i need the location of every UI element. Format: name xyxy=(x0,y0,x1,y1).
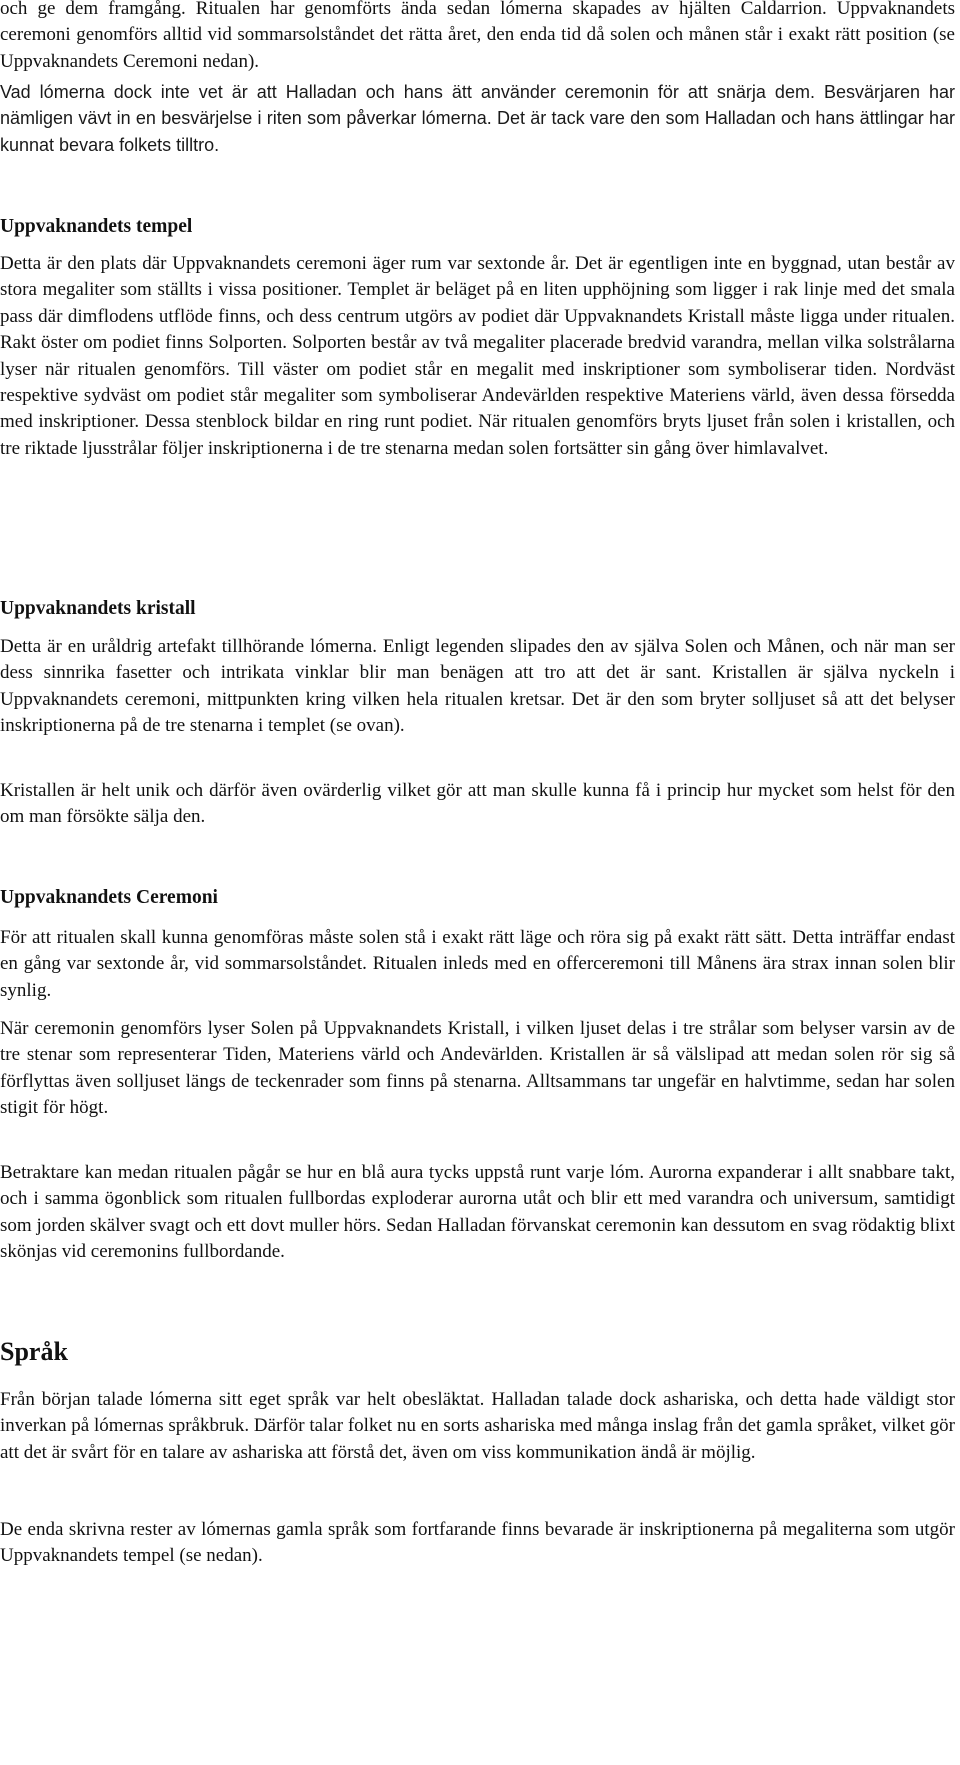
section-paragraph-tempel-1: Detta är den plats där Uppvaknandets ceremoni äger rum var sextonde år. Det är egentligen inte en byggnad, utan består av stora megaliter som ställts i vissa positioner. Templet är beläget på en liten upphöjning som ligger i rak linje med det smala pass där dimflodens utflöde finns, och dess centrum utgörs av podiet där Uppvaknandets Kristall måste ligga under ritualen. Rakt öster om podiet finns Solporten. Solporten består av två megaliter placerade bredvid varandra, mellan vilka solstrålarna lyser när ritualen genomförs. Till väster om podiet står en megalit med inskriptioner som symboliserar tiden. Nordväst respektive sydväst om podiet står megaliter som symboliserar Andevärlden respektive Materiens värld, även dessa försedda med inskriptioner. Dessa stenblock bildar en ring runt podiet. När ritualen genomförs bryts ljuset från solen i kristallen, och tre riktade ljusstrålar följer inskriptionerna i de tre stenarna medan solen fortsätter sin gång över himlavalvet. xyxy=(0,253,955,459)
section-heading-ceremoni: Uppvaknandets Ceremoni xyxy=(0,887,218,908)
section-paragraph-kristall-2: Kristallen är helt unik och därför även ovärderlig vilket gör att man skulle kunna få i princip hur mycket som helst för den om man försökte sälja den. xyxy=(0,780,955,828)
intro-paragraph-continued: Vad lómerna dock inte vet är att Halladan och hans ätt använder ceremonin för att snärja dem. Besvärjaren har nämligen vävt in en besvärjelse i riten som påverkar lómerna. Det är tack vare den som Halladan och hans ättlingar har kunnat bevara folkets tilltro. xyxy=(0,82,955,155)
section-heading-kristall: Uppvaknandets kristall xyxy=(0,598,196,619)
section-paragraph-kristall-1: Detta är en uråldrig artefakt tillhörande lómerna. Enligt legenden slipades den av själva Solen och Månen, och när man ser dess sinnrika fasetter och intrikata vinklar blir man benägen att tro att det är sant. Kristallen är själva nyckeln i Uppvaknandets ceremoni, mittpunkten kring vilken hela ritualen kretsar. Det är den som bryter solljuset så att det belyser inskriptionerna på de tre stenarna i templet (se ovan). xyxy=(0,636,955,737)
section-paragraph-sprak-1: Från början talade lómerna sitt eget språk var helt obesläktat. Halladan talade dock ashariska, och detta hade väldigt stor inverkan på lómernas språkbruk. Därför talar folket nu en sorts ashariska med många inslag från det gamla språket, vilket gör att det är svårt för en talare av ashariska att förstå det, även om viss kommunikation ändå är möjlig. xyxy=(0,1389,955,1463)
section-paragraph-ceremoni-3: Betraktare kan medan ritualen pågår se hur en blå aura tycks uppstå runt varje lóm. Aurorna expanderar i allt snabbare takt, och i samma ögonblick som ritualen fullbordas exploderar aurorna utåt och blir ett med varandra och universum, samtidigt som jorden skälver svagt och ett dovt muller hörs. Sedan Halladan förvanskat ceremonin kan dessutom en svag rödaktig blixt skönjas vid ceremonins fullbordande. xyxy=(0,1162,955,1263)
intro-paragraph: och ge dem framgång. Ritualen har genomförts ända sedan lómerna skapades av hjälten Caldarrion. Uppvaknandets ceremoni genomförs alltid vid sommarsolståndet det rätta året, den enda tid då solen och månen står i exakt rätt position (se Uppvaknandets Ceremoni nedan). xyxy=(0,0,955,72)
section-paragraph-sprak-2: De enda skrivna rester av lómernas gamla språk som fortfarande finns bevarade är inskriptionerna på megaliterna som utgör Uppvaknandets tempel (se nedan). xyxy=(0,1519,955,1567)
section-heading-sprak: Språk xyxy=(0,1337,68,1366)
section-paragraph-ceremoni-1: För att ritualen skall kunna genomföras måste solen stå i exakt rätt läge och röra sig på exakt rätt sätt. Detta inträffar endast en gång var sextonde år, vid sommarsolståndet. Ritualen inleds med en offerceremoni till Månens ära strax innan solen blir synlig. xyxy=(0,927,955,1001)
section-heading-tempel: Uppvaknandets tempel xyxy=(0,216,193,237)
section-paragraph-ceremoni-2: När ceremonin genomförs lyser Solen på Uppvaknandets Kristall, i vilken ljuset delas i tre strålar som belyser varsin av de tre stenar som representerar Tiden, Materiens värld och Andevärlden. Kristallen är så välslipad att medan solen rör sig så förflyttas även solljuset längs de teckenrader som finns på stenarna. Alltsammans tar ungefär en halvtimme, sedan har solen stigit för högt. xyxy=(0,1018,955,1119)
